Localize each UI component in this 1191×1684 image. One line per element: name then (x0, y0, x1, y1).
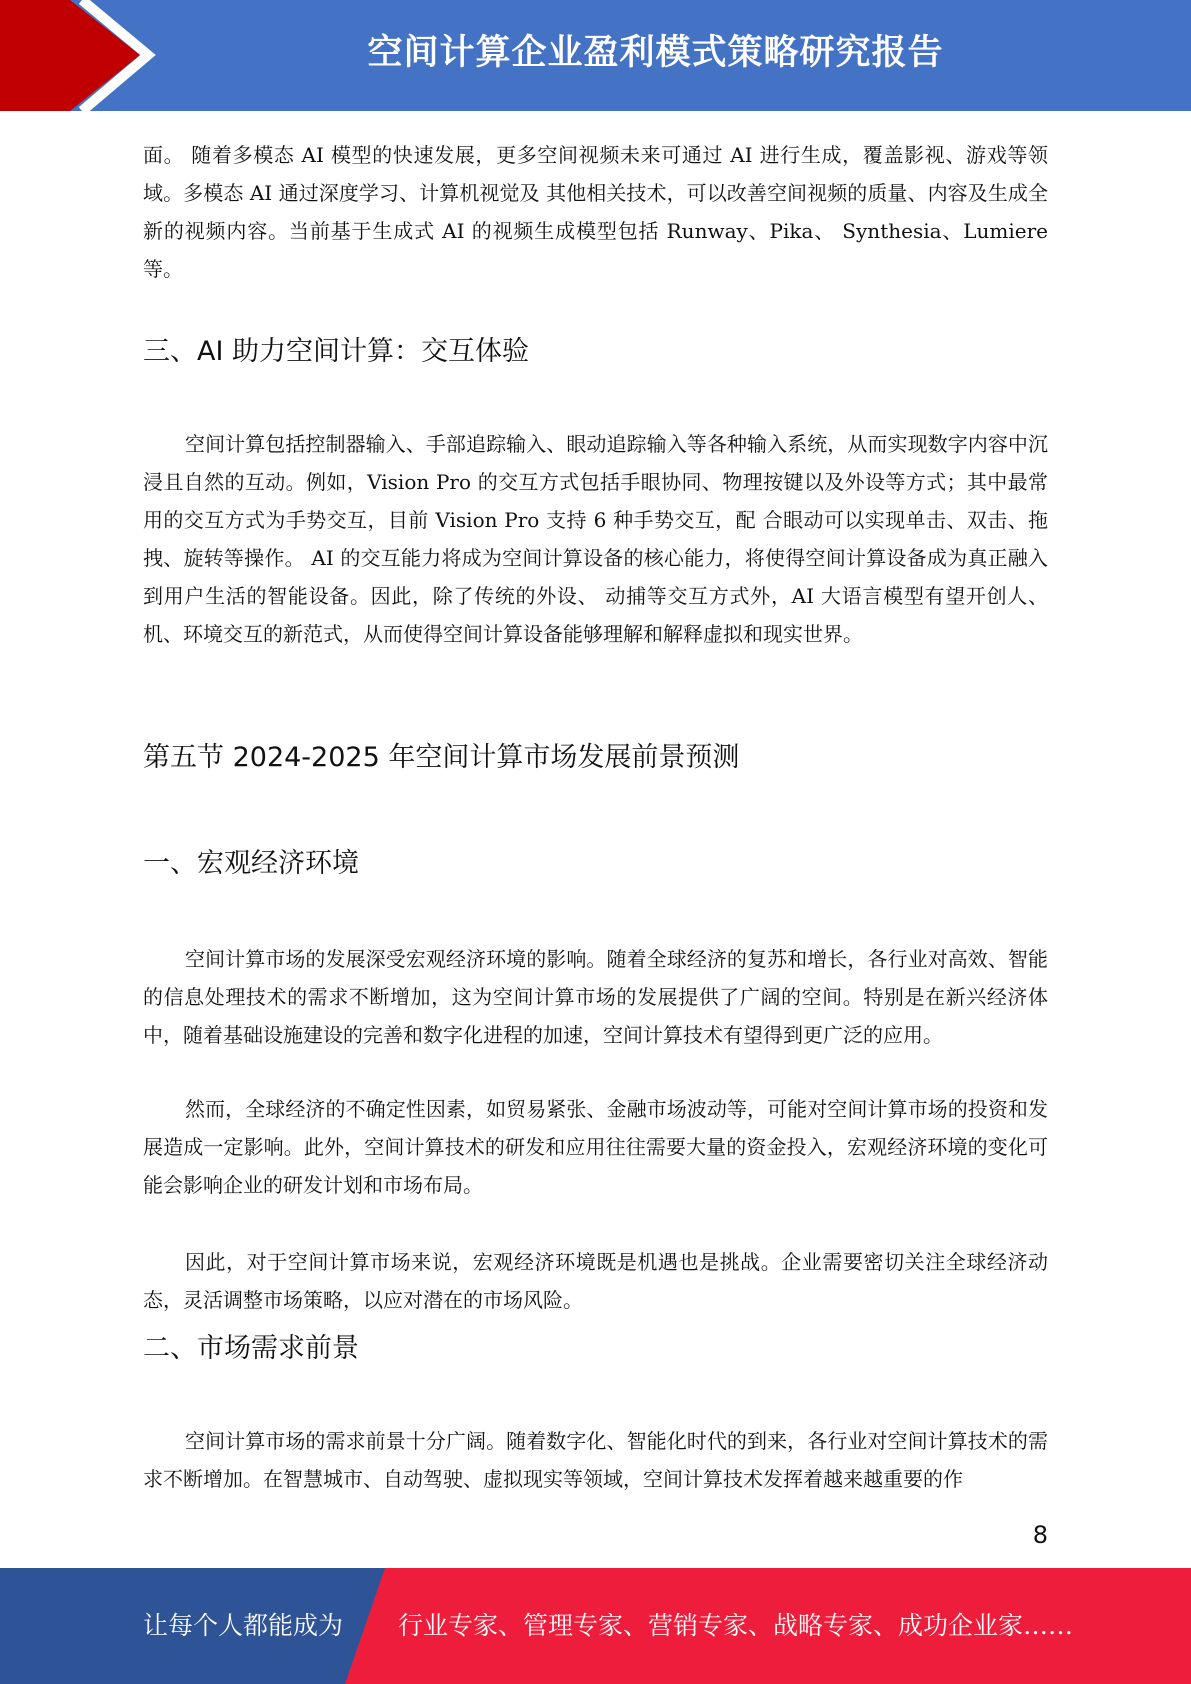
macro-paragraph-2: 然而，全球经济的不确定性因素，如贸易紧张、金融市场波动等，可能对空间计算市场的投资和发展造成一定影响。此外，空间计算技术的研发和应用往往需要大量的资金投入，宏观经济环境的变化可能会影响企业的研发计划和市场布局。 (143, 1097, 1048, 1197)
heading-market-demand: 二、市场需求前景 (143, 1333, 359, 1364)
interaction-paragraph: 空间计算包括控制器输入、手部追踪输入、眼动追踪输入等各种输入系统，从而实现数字内容中沉浸且自然的互动。例如，Vision Pro 的交互方式包括手眼协同、物理按键以及外设等方式；其中最常用的交互方式为手势交互，目前 Vision Pro 支持 6 种手势交互，配 合眼动可以实现单击、双击、拖拽、旋转等操作。 AI 的交互能力将成为空间计算设备的核心能力，将使得空间计算设备成为真正融入到用户生活的智能设备。因此，除了传统的外设、 动捕等交互方式外，AI 大语言模型有望开创人、机、环境交互的新范式，从而使得空间计算设备能够理解和解释虚拟和现实世界。 (143, 432, 1048, 646)
heading-macro-economy: 一、宏观经济环境 (143, 848, 359, 879)
heading-section-5: 第五节 2024-2025 年空间计算市场发展前景预测 (143, 742, 740, 773)
macro-paragraph-3: 因此，对于空间计算市场来说，宏观经济环境既是机遇也是挑战。企业需要密切关注全球经济动态，灵活调整市场策略，以应对潜在的市场风险。 (143, 1250, 1048, 1312)
page-number: 8 (1032, 1521, 1048, 1549)
macro-paragraph-1: 空间计算市场的发展深受宏观经济环境的影响。随着全球经济的复苏和增长，各行业对高效、智能的信息处理技术的需求不断增加，这为空间计算市场的发展提供了广阔的空间。特别是在新兴经济体中，随着基础设施建设的完善和数字化进程的加速，空间计算技术有望得到更广泛的应用。 (143, 947, 1048, 1047)
report-title: 空间计算企业盈利模式策略研究报告 (367, 33, 944, 73)
header-red-block (0, 0, 140, 111)
footer-slogan-left: 让每个人都能成为 (143, 1611, 344, 1640)
page-header (0, 0, 1191, 111)
page-footer (0, 1568, 1191, 1684)
heading-ai-interaction: 三、AI 助力空间计算：交互体验 (143, 336, 530, 367)
demand-paragraph: 空间计算市场的需求前景十分广阔。随着数字化、智能化时代的到来，各行业对空间计算技术的需求不断增加。在智慧城市、自动驾驶、虚拟现实等领域，空间计算技术发挥着越来越重要的作 (143, 1429, 1048, 1491)
footer-slogan-right: 行业专家、管理专家、营销专家、战略专家、成功企业家…… (398, 1611, 1074, 1640)
intro-paragraph: 面。 随着多模态 AI 模型的快速发展，更多空间视频未来可通过 AI 进行生成，覆盖影视、游戏等领域。多模态 AI 通过深度学习、计算机视觉及 其他相关技术，可以改善空间视频的质量、内容及生成全新的视频内容。当前基于生成式 AI 的视频生成模型包括 Runway、Pika、 Synthesia、Lumiere 等。 (143, 143, 1048, 281)
